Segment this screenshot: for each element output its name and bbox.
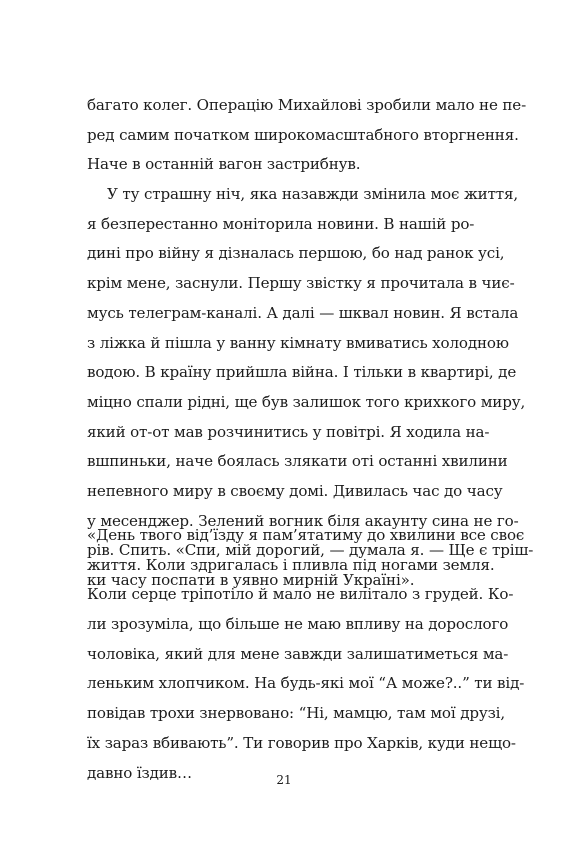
text-line: мусь телеграм-каналі. А далі — шквал новин. Я встала xyxy=(87,303,519,322)
text-line: «День твого від’їзду я пам’ятатиму до хвилини все своє xyxy=(87,526,525,544)
text-line: їх зараз вбивають”. Ти говорив про Харків, куди нещо- xyxy=(87,733,516,752)
text-line: водою. В країну прийшла війна. І тільки в квартирі, де xyxy=(87,363,517,382)
text-line: багато колег. Операцію Михайлові зробили мало не пе- xyxy=(87,96,527,114)
paragraph-departure xyxy=(87,521,534,788)
text-line: життя. Коли здригалась і пливла під ногами земля. xyxy=(87,555,495,574)
text-line: вшпиньки, наче боялась злякати оті останні хвилини xyxy=(87,452,508,471)
text-block-bottom xyxy=(87,521,534,788)
text-line: непевного миру в своєму домі. Дивилась час до часу xyxy=(87,481,503,500)
text-line: ред самим початком широкомасштабного вторгнення. xyxy=(87,125,519,144)
text-line: повідав трохи знервовано: “Ні, мамцю, там мої друзі, xyxy=(87,704,505,723)
text-line: я безперестанно моніторила новини. В нашій ро- xyxy=(87,214,475,233)
text-line: у месенджер. Зелений вогник біля акаунту сина не го- xyxy=(87,511,519,530)
text-block-top xyxy=(87,91,534,596)
text-line: ки часу поспати в уявно мирній Україні». xyxy=(87,571,415,589)
text-line: який от-от мав розчинитись у повітрі. Я ходила на- xyxy=(87,422,490,441)
text-line: Наче в останній вагон застрибнув. xyxy=(87,155,361,174)
text-line: чоловіка, який для мене завжди залишатиметься ма- xyxy=(87,644,509,663)
page-number: 21 xyxy=(276,773,292,787)
text-line: дині про війну я дізналась першою, бо над ранок усі, xyxy=(87,244,505,263)
text-line: рів. Спить. «Спи, мій дорогий, — думала я. — Ще є тріш- xyxy=(87,541,534,560)
text-line: У ту страшну ніч, яка назавжди змінила моє життя, xyxy=(107,185,519,204)
paragraph-continuation xyxy=(87,91,527,180)
text-line: з ліжка й пішла у ванну кімнату вмиватись холодною xyxy=(87,333,509,352)
text-line: міцно спали рідні, ще був залишок того крихкого миру, xyxy=(87,392,526,411)
text-line: крім мене, заснули. Першу звістку я прочитала в чиє- xyxy=(87,274,515,293)
text-line: давно їздив… xyxy=(87,763,192,782)
text-line: ли зрозуміла, що більше не маю впливу на дорослого xyxy=(87,615,509,634)
text-line: леньким хлопчиком. На будь-які мої “А може?..” ти від- xyxy=(87,674,525,693)
text-line: Коли серце тріпотіло й мало не вилітало з грудей. Ко- xyxy=(87,585,514,604)
